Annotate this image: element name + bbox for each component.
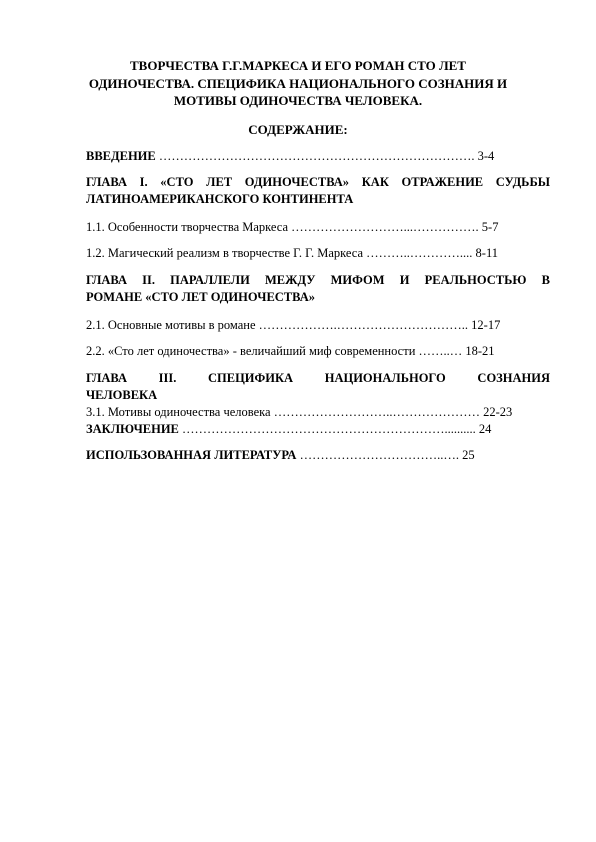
toc-entry-pages: 24: [478, 422, 492, 436]
toc-entry-2-2: [86, 343, 550, 359]
chapter-title-line: ГЛАВА III. СПЕЦИФИКА НАЦИОНАЛЬНОГО СОЗНАНИЯ: [86, 371, 550, 385]
toc-entry-label: 2.2. «Сто лет одиночества» - величайший миф современности: [86, 344, 416, 358]
toc-leader-dots: ………………………...…………….: [288, 220, 482, 234]
document-title: [60, 57, 536, 110]
chapter-title-line: ЧЕЛОВЕКА: [86, 388, 158, 402]
toc-chapter-2: [86, 272, 550, 306]
title-line: МОТИВЫ ОДИНОЧЕСТВА ЧЕЛОВЕКА.: [173, 93, 423, 108]
toc-entry-label: 1.2. Магический реализм в творчестве Г. Г. Маркеса: [86, 246, 364, 260]
toc-leader-dots: ………………………………………………………………….: [155, 149, 478, 163]
toc-entry-pages: 18-21: [465, 344, 495, 358]
toc-entry-pages: 22-23: [483, 405, 513, 419]
toc-entry-3-1: [86, 404, 550, 420]
toc-entry-1-1: [86, 219, 550, 235]
toc-entry-intro: [86, 148, 550, 164]
chapter-title-line: ГЛАВА I. «СТО ЛЕТ ОДИНОЧЕСТВА» КАК ОТРАЖЕНИЕ СУДЬБЫ: [86, 175, 550, 189]
title-line: ТВОРЧЕСТВА Г.Г.МАРКЕСА И ЕГО РОМАН СТО ЛЕТ: [130, 58, 466, 73]
toc-entry-1-2: [86, 245, 550, 261]
title-line: ОДИНОЧЕСТВА. СПЕЦИФИКА НАЦИОНАЛЬНОГО СОЗНАНИЯ И: [88, 75, 508, 91]
toc-entry-label: 3.1. Мотивы одиночества человека: [86, 405, 271, 419]
toc-entry-label: ИСПОЛЬЗОВАННАЯ ЛИТЕРАТУРА: [86, 448, 297, 462]
chapter-title-line: РОМАНЕ «СТО ЛЕТ ОДИНОЧЕСТВА»: [86, 290, 315, 304]
toc-leader-dots: ………..…………....: [363, 246, 476, 260]
toc-entry-conclusion: [86, 421, 550, 437]
toc-entry-pages: 25: [462, 448, 475, 462]
toc-entry-label: ЗАКЛЮЧЕНИЕ: [86, 422, 179, 436]
toc-leader-dots: ………………………..…………………: [270, 405, 484, 419]
chapter-title-line: ГЛАВА II. ПАРАЛЛЕЛИ МЕЖДУ МИФОМ И РЕАЛЬНОСТЬЮ В: [86, 273, 550, 287]
toc-entry-pages: 5-7: [481, 220, 499, 234]
toc-entry-pages: 12-17: [471, 318, 501, 332]
toc-chapter-3: [86, 370, 550, 404]
chapter-title-line: ЛАТИНОАМЕРИКАНСКОГО КОНТИНЕНТА: [86, 192, 354, 206]
toc-entry-pages: 8-11: [475, 246, 498, 260]
toc-leader-dots: ………………………………………………………..........: [178, 422, 479, 436]
toc-leader-dots: ……………………………..….: [296, 448, 463, 462]
toc-entry-label: 1.1. Особенности творчества Маркеса: [86, 220, 289, 234]
toc-entry-label: ВВЕДЕНИЕ: [86, 149, 156, 163]
toc-entry-label: 2.1. Основные мотивы в романе: [86, 318, 256, 332]
toc-leader-dots: ……..…: [415, 344, 466, 358]
toc-entry-literature: [86, 447, 550, 463]
toc-leader-dots: ……………….…………………………..: [255, 318, 472, 332]
toc-entry-pages: 3-4: [477, 149, 495, 163]
contents-heading: СОДЕРЖАНИЕ:: [248, 122, 348, 137]
toc-entry-2-1: [86, 317, 550, 333]
toc-chapter-1: [86, 174, 550, 208]
